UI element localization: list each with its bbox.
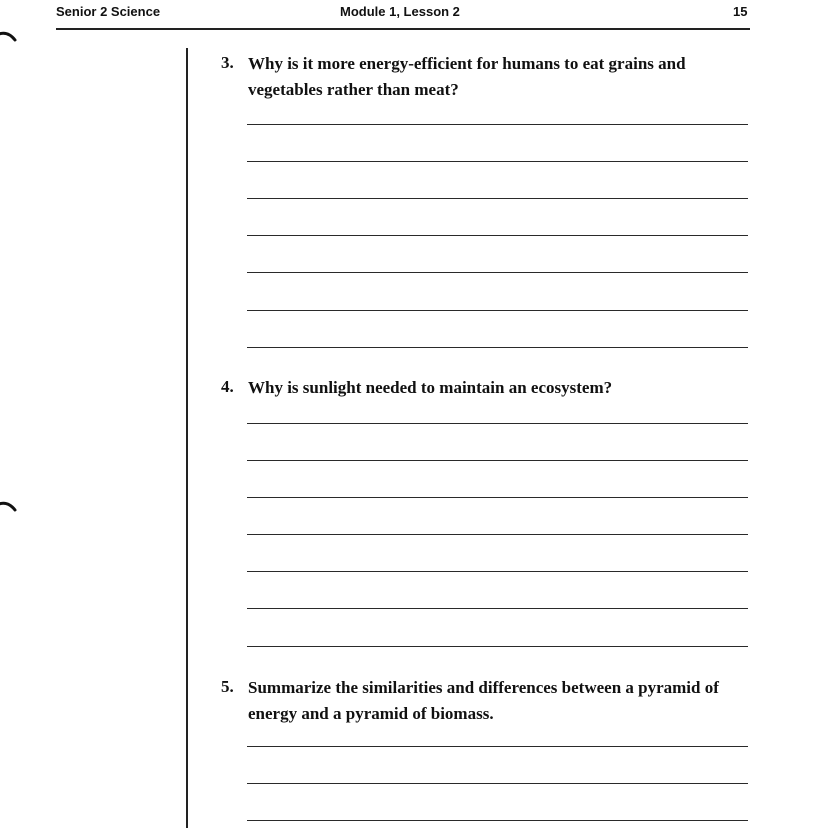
margin-rule — [186, 48, 188, 828]
header-rule — [56, 28, 750, 30]
question-3-answer-line[interactable] — [247, 198, 748, 199]
question-4-answer-line[interactable] — [247, 423, 748, 424]
question-4-answer-line[interactable] — [247, 646, 748, 647]
header-course-title: Senior 2 Science — [56, 4, 161, 19]
question-3-text: Why is it more energy-efficient for humans to eat grains and vegetables rather than meat? — [248, 54, 686, 99]
question-4-answer-line[interactable] — [247, 608, 748, 609]
header-module-lesson: Module 1, Lesson 2 — [340, 4, 460, 19]
question-5-text: Summarize the similarities and differences between a pyramid of energy and a pyramid of biomass. — [248, 678, 719, 723]
question-3-answer-line[interactable] — [247, 124, 748, 125]
question-4-answer-line[interactable] — [247, 460, 748, 461]
question-3-answer-line[interactable] — [247, 310, 748, 311]
question-3-number: 3. — [221, 53, 234, 72]
binding-hole-mark-icon — [0, 28, 18, 42]
question-3-answer-line[interactable] — [247, 161, 748, 162]
question-4-answer-line[interactable] — [247, 571, 748, 572]
question-5-number: 5. — [221, 677, 234, 696]
question-5-answer-line[interactable] — [247, 746, 748, 747]
question-4-answer-line[interactable] — [247, 497, 748, 498]
question-3-answer-line[interactable] — [247, 272, 748, 273]
question-5-answer-line[interactable] — [247, 783, 748, 784]
question-4-number: 4. — [221, 377, 234, 396]
binding-hole-mark-icon — [0, 498, 18, 512]
page-number: 15 — [733, 4, 748, 19]
question-4-text: Why is sunlight needed to maintain an ecosystem? — [248, 378, 613, 397]
question-3-answer-line[interactable] — [247, 235, 748, 236]
question-5-answer-line[interactable] — [247, 820, 748, 821]
question-3-answer-line[interactable] — [247, 347, 748, 348]
question-4-answer-line[interactable] — [247, 534, 748, 535]
